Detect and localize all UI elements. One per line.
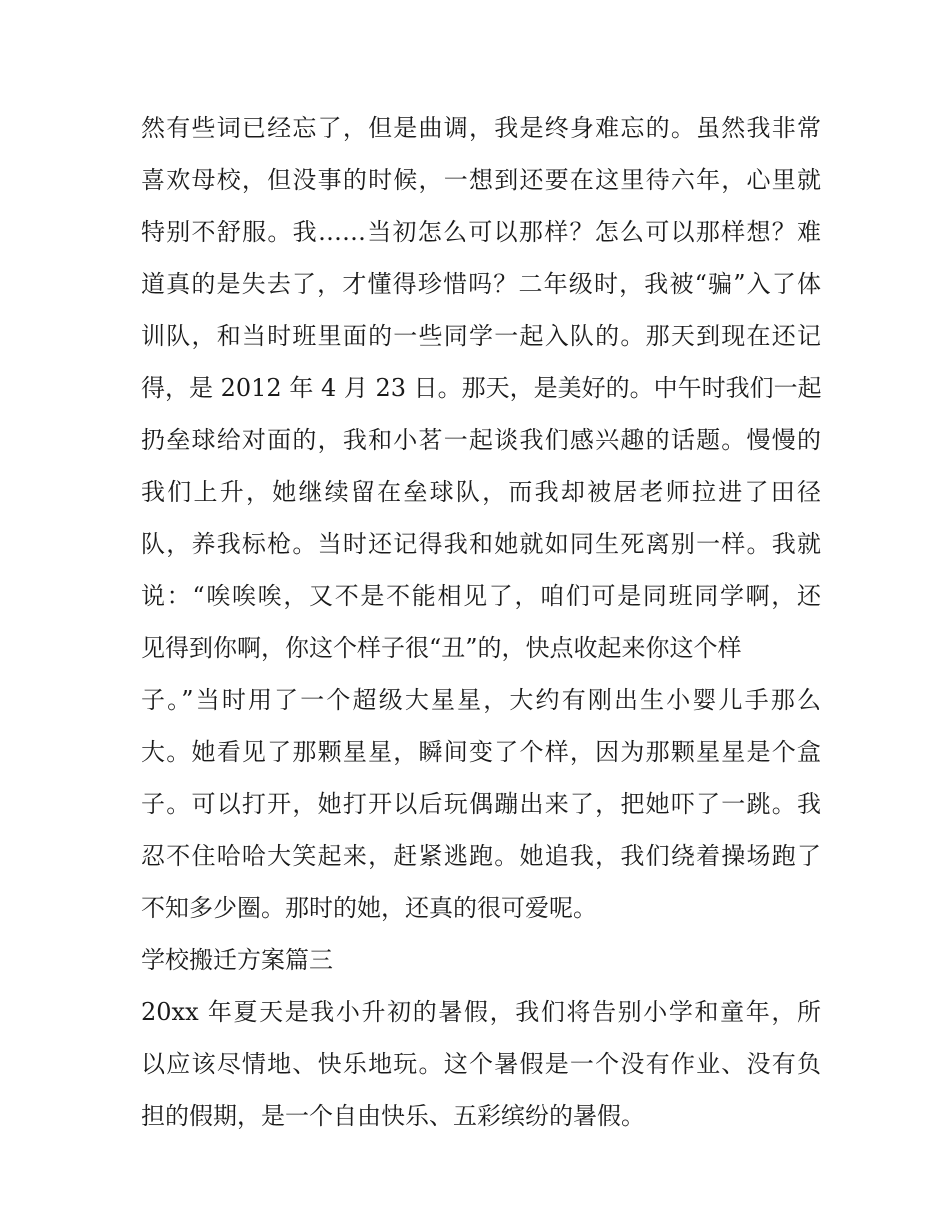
paragraph-line: 然有些词已经忘了，但是曲调，我是终身难忘的。虽然我非常: [141, 114, 821, 142]
paragraph-line: 20xx 年夏天是我小升初的暑假，我们将告别小学和童年，所: [141, 998, 821, 1026]
paragraph-line: 得，是 2012 年 4 月 23 日。那天，是美好的。中午时我们一起: [141, 374, 822, 402]
paragraph-line: 我们上升，她继续留在垒球队，而我却被居老师拉进了田径: [141, 478, 821, 506]
paragraph-line: 说：“唉唉唉，又不是不能相见了，咱们可是同班同学啊，还: [141, 582, 821, 610]
paragraph-line: 见得到你啊，你这个样子很“丑”的，快点收起来你这个样: [141, 634, 742, 662]
section-heading: 学校搬迁方案篇三: [141, 946, 333, 974]
paragraph-line: 不知多少圈。那时的她，还真的很可爱呢。: [141, 894, 597, 922]
paragraph-line: 特别不舒服。我……当初怎么可以那样？怎么可以那样想？难: [141, 218, 821, 246]
paragraph-line: 喜欢母校，但没事的时候，一想到还要在这里待六年，心里就: [141, 166, 821, 194]
document-body: [141, 102, 821, 1142]
paragraph-line: 队，养我标枪。当时还记得我和她就如同生死离别一样。我就: [141, 530, 821, 558]
paragraph-line: 训队，和当时班里面的一些同学一起入队的。那天到现在还记: [141, 322, 821, 350]
paragraph-line: 担的假期，是一个自由快乐、五彩缤纷的暑假。: [141, 1102, 645, 1130]
paragraph-line: 扔垒球给对面的，我和小茗一起谈我们感兴趣的话题。慢慢的: [141, 426, 821, 454]
paragraph-line: 道真的是失去了，才懂得珍惜吗？二年级时，我被“骗”入了体: [141, 270, 821, 298]
paragraph-line: 子。可以打开，她打开以后玩偶蹦出来了，把她吓了一跳。我: [141, 790, 821, 818]
paragraph-line: 以应该尽情地、快乐地玩。这个暑假是一个没有作业、没有负: [141, 1050, 821, 1078]
paragraph-line: 忍不住哈哈大笑起来，赶紧逃跑。她追我，我们绕着操场跑了: [141, 842, 821, 870]
paragraph-line: 子。”当时用了一个超级大星星，大约有刚出生小婴儿手那么: [141, 686, 821, 714]
paragraph-line: 大。她看见了那颗星星，瞬间变了个样，因为那颗星星是个盒: [141, 738, 821, 766]
